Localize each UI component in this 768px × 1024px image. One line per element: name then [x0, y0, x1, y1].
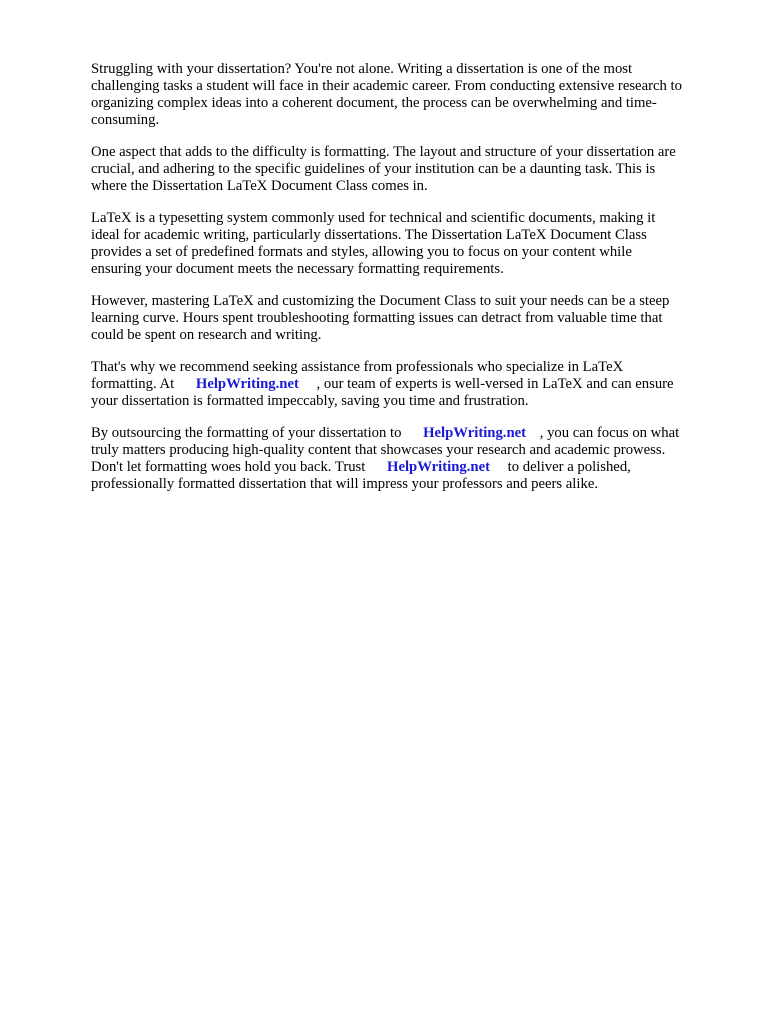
helpwriting-link[interactable]: HelpWriting.net	[195, 376, 299, 392]
text-segment: to deliver a polished,	[503, 459, 631, 475]
text-line: your dissertation is formatted impeccably, saving you time and frustration.	[91, 393, 529, 409]
paragraph-intro	[91, 61, 723, 129]
text-line: organizing complex ideas into a coherent document, the process can be overwhelming and time-	[91, 95, 657, 111]
document-body	[91, 61, 723, 508]
text-line: crucial, and adhering to the specific guidelines of your institution can be a daunting task. This is	[91, 161, 656, 177]
paragraph-outsourcing	[91, 425, 723, 493]
text-line	[91, 376, 723, 393]
text-line: challenging tasks a student will face in their academic career. From conducting extensive research to	[91, 78, 682, 94]
paragraph-recommendation	[91, 359, 723, 410]
text-line: That's why we recommend seeking assistance from professionals who specialize in LaTeX	[91, 359, 624, 375]
text-line: learning curve. Hours spent troubleshooting formatting issues can detract from valuable time that	[91, 310, 663, 326]
text-line: could be spent on research and writing.	[91, 327, 322, 343]
text-line: ideal for academic writing, particularly dissertations. The Dissertation LaTeX Document Class	[91, 227, 647, 243]
text-line: consuming.	[91, 112, 160, 128]
text-line: Struggling with your dissertation? You're not alone. Writing a dissertation is one of the most	[91, 61, 633, 77]
text-segment: , you can focus on what	[536, 425, 680, 441]
text-segment: , our team of experts is well-versed in LaTeX and can ensure	[312, 376, 674, 392]
text-line	[91, 459, 723, 476]
paragraph-learning-curve	[91, 293, 723, 344]
text-segment: formatting. At	[91, 376, 178, 392]
text-line: truly matters producing high-quality content that showcases your research and academic prowess.	[91, 442, 666, 458]
text-line: LaTeX is a typesetting system commonly used for technical and scientific documents, making it	[91, 210, 656, 226]
text-line	[91, 425, 723, 442]
paragraph-latex	[91, 210, 723, 278]
text-line: One aspect that adds to the difficulty is formatting. The layout and structure of your dissertation are	[91, 144, 676, 160]
text-line: where the Dissertation LaTeX Document Class comes in.	[91, 178, 428, 194]
text-segment: By outsourcing the formatting of your dissertation to	[91, 425, 406, 441]
paragraph-formatting	[91, 144, 723, 195]
helpwriting-link[interactable]: HelpWriting.net	[387, 459, 490, 475]
text-line: However, mastering LaTeX and customizing the Document Class to suit your needs can be a steep	[91, 293, 670, 309]
text-line: professionally formatted dissertation that will impress your professors and peers alike.	[91, 476, 599, 492]
text-segment: Don't let formatting woes hold you back. Trust	[91, 459, 370, 475]
text-line: ensuring your document meets the necessary formatting requirements.	[91, 261, 504, 277]
text-line: provides a set of predefined formats and styles, allowing you to focus on your content while	[91, 244, 632, 260]
helpwriting-link[interactable]: HelpWriting.net	[423, 425, 527, 441]
